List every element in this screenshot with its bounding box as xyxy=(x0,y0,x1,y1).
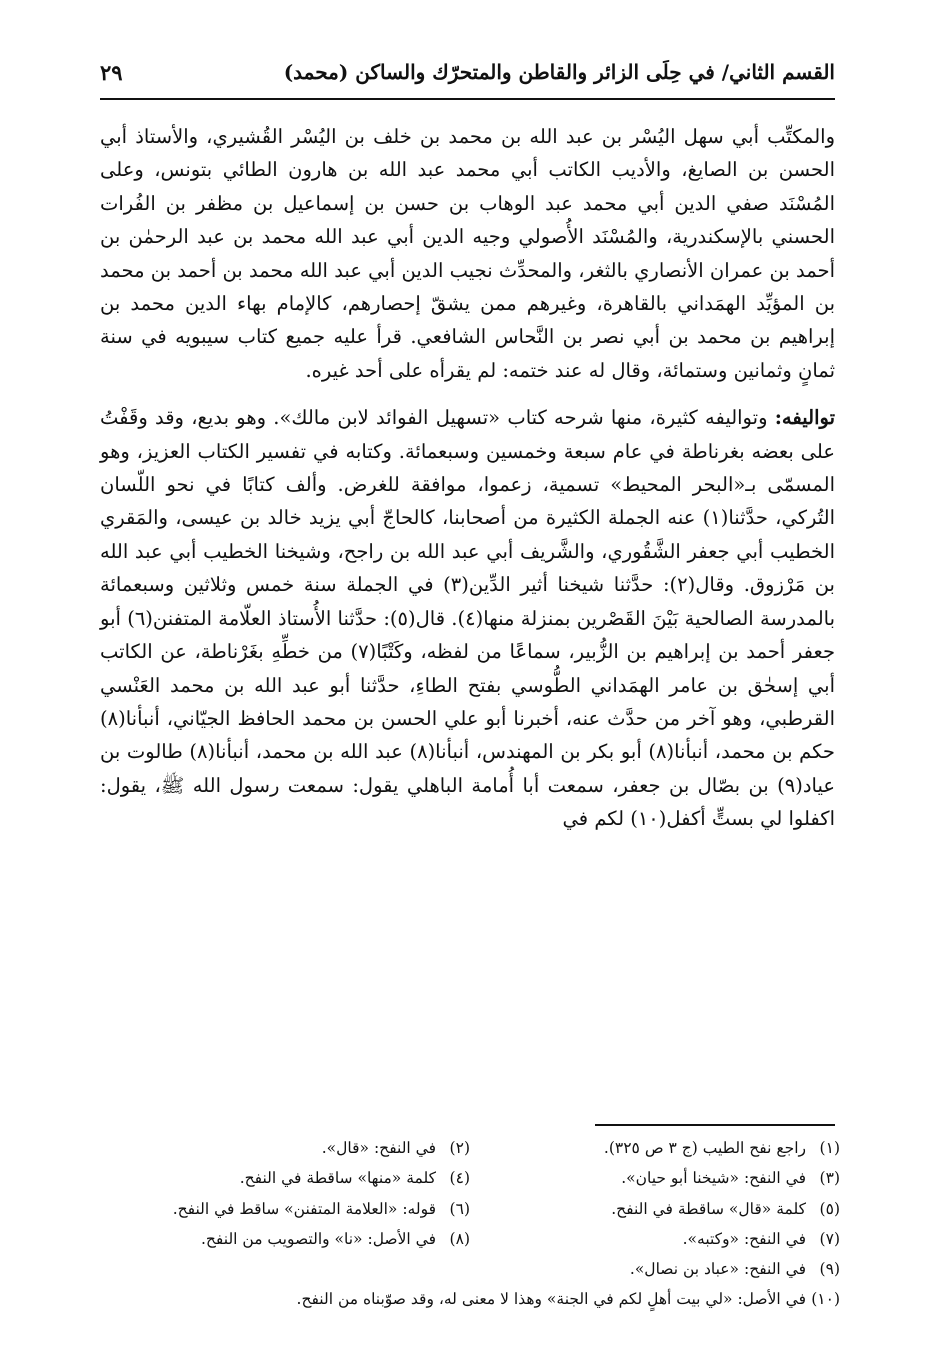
footnote-divider xyxy=(595,1124,835,1126)
footnote-number: (٩) xyxy=(819,1260,840,1279)
footnote xyxy=(470,1254,840,1284)
footnote xyxy=(100,1163,470,1193)
footnote-number: (٤) xyxy=(449,1169,470,1188)
section-heading: تواليفه: xyxy=(774,406,835,430)
footnote xyxy=(470,1163,840,1193)
footnote-text: في الأصل: «لي بيت أهلٍ لكم في الجنة» وهذا لا معنى له، وقد صوّبناه من النفح. xyxy=(296,1290,806,1309)
footnote-text: كلمة «قال» ساقطة في النفح. xyxy=(611,1199,806,1218)
footnote-text: في الأصل: «نا» والتصويب من النفح. xyxy=(201,1229,436,1248)
footnote-text: في النفح: «وكتبه». xyxy=(682,1229,806,1248)
footnote-text: في النفح: «قال». xyxy=(321,1139,436,1157)
footnote-text: في النفح: «شيخنا أبو حيان». xyxy=(621,1169,806,1188)
footnote-number: (٧) xyxy=(819,1229,840,1248)
footnote-number: (٣) xyxy=(819,1169,840,1188)
main-text xyxy=(100,120,835,836)
footnote-number: (١٠) xyxy=(811,1290,840,1309)
footnote xyxy=(100,1133,470,1163)
footnote-number: (٨) xyxy=(449,1229,470,1248)
footnote-text: قوله: «العلامة المتفنن» ساقط في النفح. xyxy=(172,1199,436,1218)
footnote xyxy=(470,1224,840,1254)
paragraph xyxy=(100,401,835,835)
footnote-text: راجع نفح الطيب (ج ٣ ص ٣٢٥). xyxy=(603,1139,806,1157)
footnote xyxy=(470,1133,840,1163)
footnote-number: (٢) xyxy=(449,1139,470,1157)
footnote-number: (٥) xyxy=(819,1199,840,1218)
footnote-text: كلمة «منها» ساقطة في النفح. xyxy=(239,1169,436,1188)
footnote-number: (٦) xyxy=(449,1199,470,1218)
footnote xyxy=(100,1284,840,1314)
running-title: القسم الثاني/ في حِلَى الزائر والقاطن والمتحرّك والساكن (محمد) xyxy=(283,60,835,84)
paragraph: والمكتِّب أبي سهل اليُسْر بن عبد الله بن محمد بن خلف بن اليُسْر القُشيري، والأستاذ أبي الحسن بن الصايغ، والأديب الكاتب أبي محمد عبد الله بن هارون الطائي بتونس، وعلى المُسْنَد صفي الدين أبي محمد عبد الوهاب بن حسن بن إسماعيل بن مظفر بن الفُرات الحسني بالإسكندرية، والمُسْنَد الأُصولي وجيه الدين أبي عبد الله محمد بن عبد الرحمٰن بن أحمد بن عمران الأنصاري بالثغر، والمحدِّث نجيب الدين أبي عبد الله محمد بن أحمد بن محمد بن المؤيِّد الهمَداني بالقاهرة، وغيرهم ممن يشقّ إحصارهم، كالإمام بهاء الدين محمد بن إبراهيم بن محمد بن أبي نصر بن النَّحاس الشافعي. قرأ عليه جميع كتاب سيبويه في سنة ثمانٍ وثمانين وستمائة، وقال له عند ختمه: لم يقرأه على أحد غيره. xyxy=(100,125,835,382)
footnote-text: في النفح: «عباد بن نصال». xyxy=(629,1260,806,1279)
footnote xyxy=(100,1194,470,1224)
footnote xyxy=(100,1224,470,1254)
footnotes xyxy=(100,1133,840,1315)
page-number: ٢٩ xyxy=(100,60,123,85)
footnote-number: (١) xyxy=(819,1139,840,1157)
paragraph-text: وتواليفه كثيرة، منها شرحه كتاب «تسهيل الفوائد لابن مالك». وهو بديع، وقد وقَفْتُ على بعضه بغرناطة في عام سبعة وخمسين وسبعمائة. وكتابه في تفسير الكتاب العزيز، وهو المسمّى بـ«البحر المحيط» تسمية، زعموا، موافقة للغرض. وألف كتابًا في نحو اللّسان التُركي، حدَّثنا(١) عنه الجملة الكثيرة من أصحابنا، كالحاجّ أبي يزيد خالد بن عيسى، والمَقري الخطيب أبي جعفر الشَّقُوري، والشَّريف أبي عبد الله بن راجح، وشيخنا الخطيب أبي عبد الله بن مَرْزوق. وقال(٢): حدَّثنا شيخنا أثير الدِّين(٣) في الجملة سنة خمس وثلاثين وسبعمائة بالمدرسة الصالحية بَيْنَ القَصْرين بمنزلة منها(٤). قال(٥): حدَّثنا الأُستاذ العلّامة المتفنن(٦) أبو جعفر أحمد بن إبراهيم بن الزُّبير، سماعًا من لفظه، وكَتْبًا(٧) من خطِّهِ بغَرْناطة، عن الكاتب أبي إسحٰق بن عامر الهمَداني الطُّوسي بفتح الطاءِ، حدَّثنا أبو عبد الله بن محمد العَنْسي القرطبي، وهو آخر من حدَّث عنه، أخبرنا أبو علي الحسن بن محمد الحافظ الجيّاني، أنبأنا(٨) حكم بن محمد، أنبأنا(٨) أبو بكر بن المهندس، أنبأنا(٨) عبد الله بن محمد، أنبأنا(٨) طالوت بن عياد(٩) بن بصّال بن جعفر، سمعت أبا أُمامة الباهلي يقول: سمعت رسول الله ﷺ، يقول: اكفلوا لي بستٍّ أكفل(١٠) لكم في xyxy=(100,406,836,831)
footnote xyxy=(470,1194,840,1224)
page-header xyxy=(100,58,835,100)
